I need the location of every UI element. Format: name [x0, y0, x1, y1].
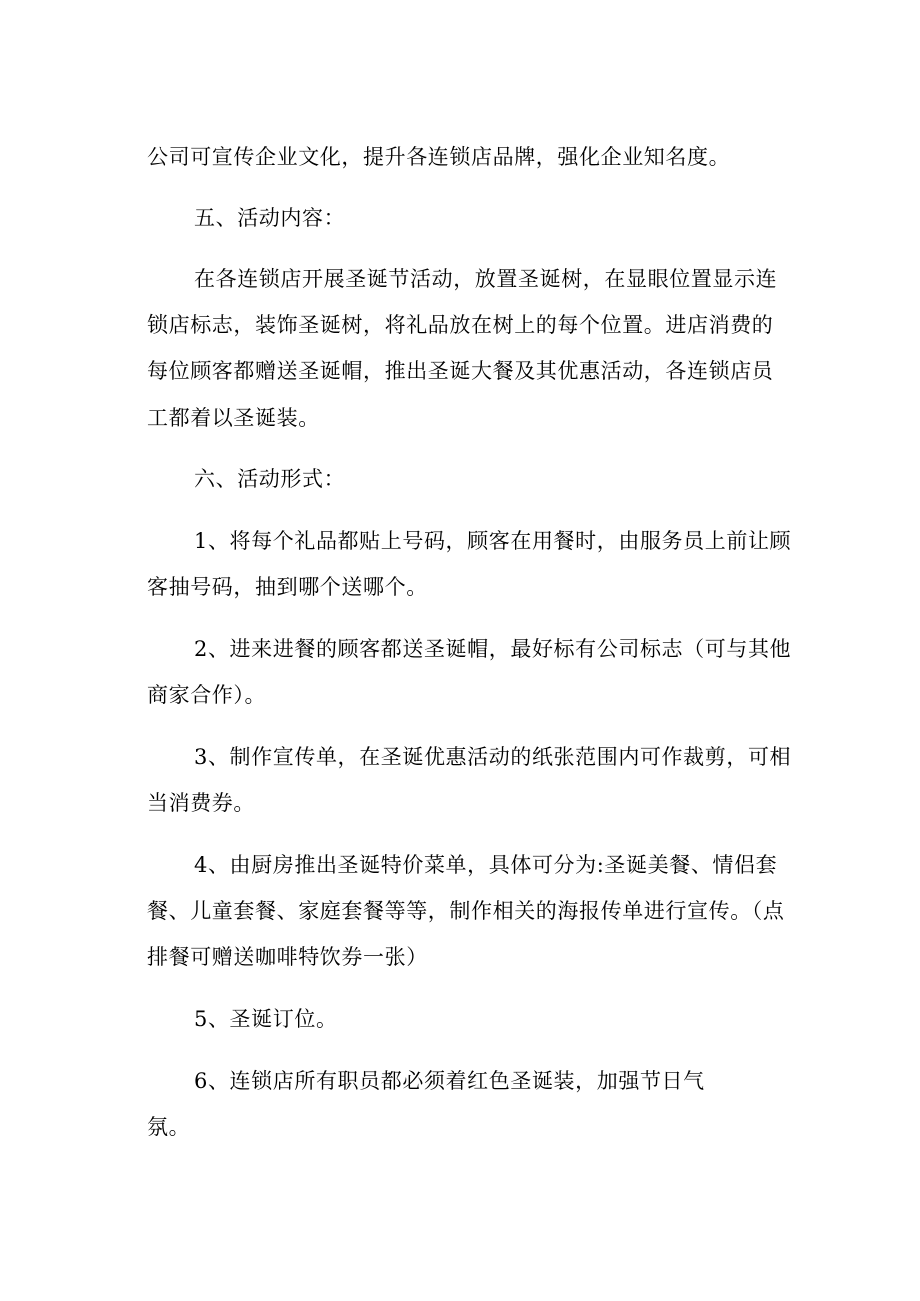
section-heading: 五、活动内容： — [194, 206, 346, 230]
list-item-line: 排餐可赠送咖啡特饮券一张） — [147, 945, 428, 969]
section-heading: 六、活动形式： — [194, 467, 346, 491]
list-item-line: 6、连锁店所有职员都必须着红色圣诞装，加强节日气 — [194, 1069, 705, 1093]
list-item-line: 5、圣诞订位。 — [194, 1007, 338, 1031]
paragraph-line: 工都着以圣诞装。 — [147, 406, 320, 430]
list-item-line: 2、进来进餐的顾客都送圣诞帽，最好标有公司标志（可与其他 — [194, 637, 792, 661]
list-item-line: 餐、儿童套餐、家庭套餐等等，制作相关的海报传单进行宣传。（点 — [147, 899, 785, 923]
list-item-line: 商家合作）。 — [147, 683, 267, 707]
list-item-line: 客抽号码，抽到哪个送哪个。 — [147, 575, 428, 599]
list-item-line: 当消费券。 — [147, 791, 255, 815]
paragraph-line: 在各连锁店开展圣诞节活动，放置圣诞树，在显眼位置显示连 — [194, 267, 778, 291]
list-item-line: 4、由厨房推出圣诞特价菜单，具体可分为:圣诞美餐、情侣套 — [194, 853, 778, 877]
paragraph-line: 公司可宣传企业文化，提升各连锁店品牌，强化企业知名度。 — [147, 145, 731, 169]
list-item-line: 3、制作宣传单，在圣诞优惠活动的纸张范围内可作裁剪，可相 — [194, 745, 792, 769]
paragraph-line: 每位顾客都赠送圣诞帽，推出圣诞大餐及其优惠活动，各连锁店员 — [147, 359, 774, 383]
paragraph-line: 锁店标志，装饰圣诞树，将礼品放在树上的每个位置。进店消费的 — [147, 313, 774, 337]
list-item-line: 氛。 — [147, 1115, 191, 1139]
list-item-line: 1、将每个礼品都贴上号码，顾客在用餐时，由服务员上前让顾 — [194, 529, 792, 553]
